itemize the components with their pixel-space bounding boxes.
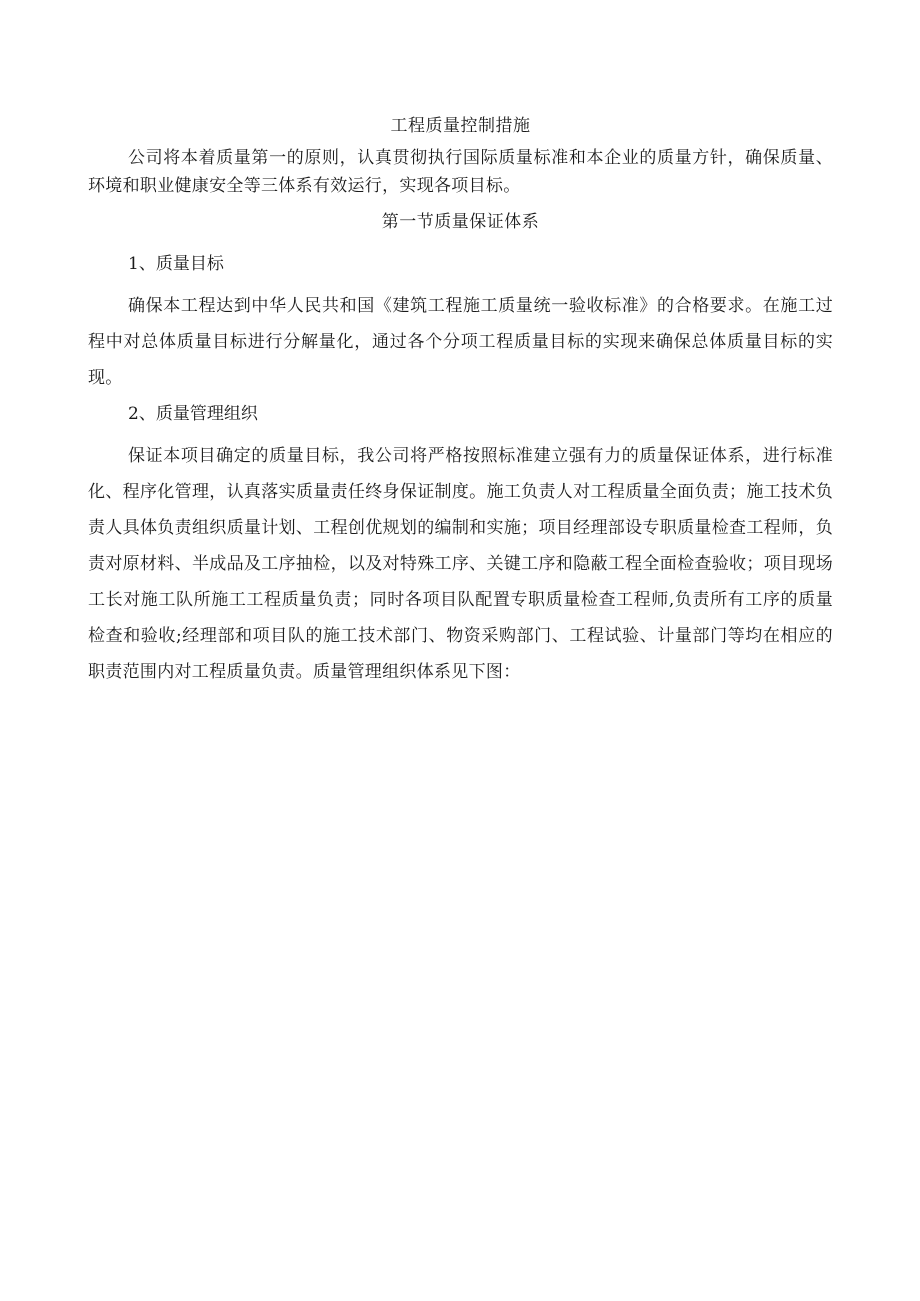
document-page xyxy=(88,112,833,694)
document-title: 工程质量控制措施 xyxy=(390,116,531,136)
subsection-paragraph-quality-organization: 保证本项目确定的质量目标，我公司将严格按照标准建立强有力的质量保证体系，进行标准化、程序化管理，认真落实质量责任终身保证制度。施工负责人对工程质量全面负责；施工技术负责人具体负责组织质量计划、工程创优规划的编制和实施；项目经理部设专职质量检查工程师，负责对原材料、半成品及工序抽检，以及对特殊工序、关键工序和隐蔽工程全面检查验收；项目现场工长对施工队所施工工程质量负责；同时各项目队配置专职质量检查工程师,负责所有工序的质量检查和验收;经理部和项目队的施工技术部门、物资采购部门、工程试验、计量部门等均在相应的职责范围内对工程质量负责。质量管理组织体系见下图： xyxy=(88,446,833,682)
subsection-heading-quality-target: 1、质量目标 xyxy=(128,254,224,274)
section-title: 第一节质量保证体系 xyxy=(381,212,540,232)
intro-paragraph: 公司将本着质量第一的原则，认真贯彻执行国际质量标准和本企业的质量方针，确保质量、环境和职业健康安全等三体系有效运行，实现各项目标。 xyxy=(88,148,833,196)
subsection-paragraph-quality-target: 确保本工程达到中华人民共和国《建筑工程施工质量统一验收标准》的合格要求。在施工过程中对总体质量目标进行分解量化，通过各个分项工程质量目标的实现来确保总体质量目标的实现。 xyxy=(88,296,833,388)
subsection-heading-quality-organization: 2、质量管理组织 xyxy=(128,404,258,424)
